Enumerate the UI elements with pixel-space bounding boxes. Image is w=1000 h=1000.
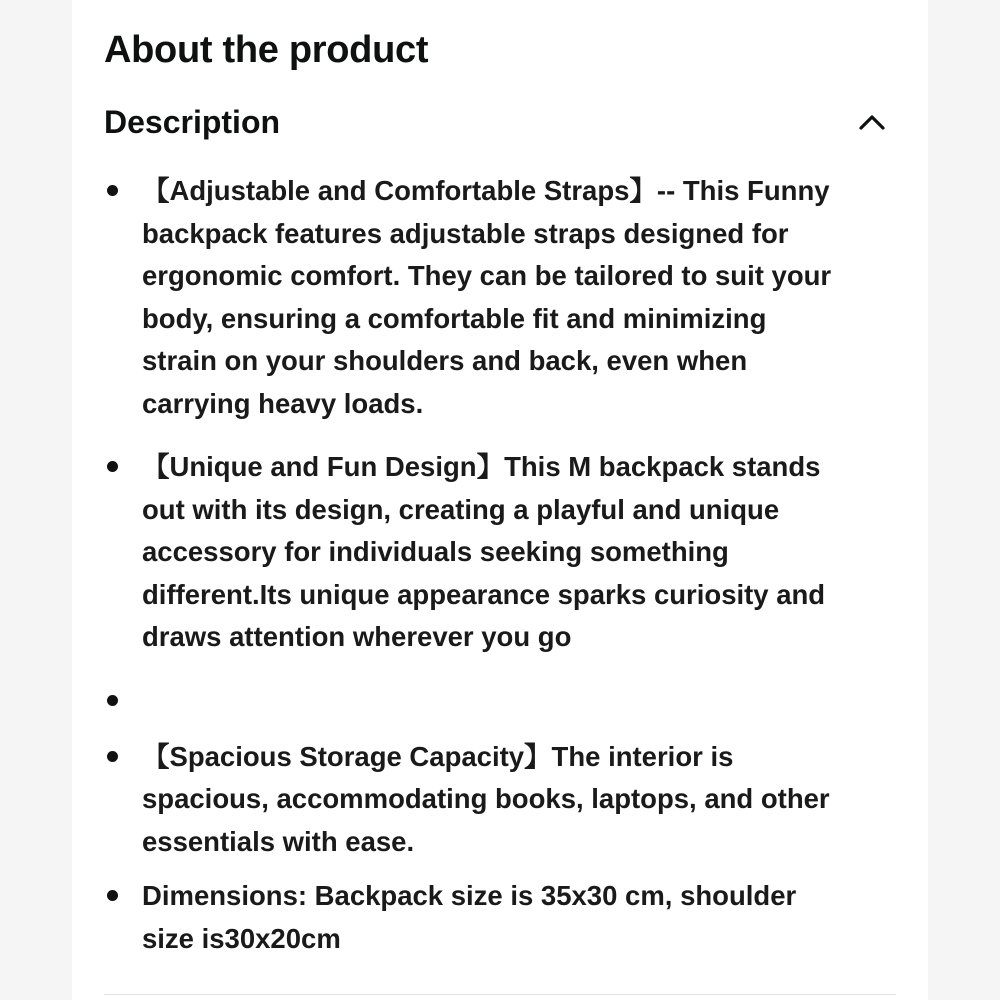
- bullet-text-line: draws attention wherever you go: [142, 621, 572, 652]
- bullet-text-line: 【Spacious Storage Capacity】The interior is: [142, 740, 734, 772]
- description-bullet-list: [104, 170, 896, 960]
- bullet-text-line: accessory for individuals seeking something: [142, 536, 729, 567]
- description-title: Description: [104, 104, 281, 140]
- list-item-storage-capacity: [104, 736, 896, 864]
- bullet-text-line: body, ensuring a comfortable fit and minimizing: [142, 302, 767, 334]
- page-title: About the product: [104, 29, 429, 71]
- left-page-margin: [0, 0, 72, 1000]
- chevron-up-icon[interactable]: [854, 104, 890, 140]
- bullet-text-line: carrying heavy loads.: [142, 387, 424, 419]
- list-item-empty: [104, 680, 896, 722]
- bullet-text-line: 【Unique and Fun Design】This M backpack stands: [142, 451, 821, 482]
- right-page-margin: [928, 0, 1000, 1000]
- bullet-text-line: Dimensions: Backpack size is 35x30 cm, shoulder: [142, 880, 797, 911]
- bullet-text-line: size is30x20cm: [142, 922, 341, 954]
- list-item-adjustable-straps: [104, 170, 896, 425]
- section-divider: [104, 994, 896, 995]
- bullet-text-line: out with its design, creating a playful and unique: [142, 493, 780, 525]
- bullet-text-line: ergonomic comfort. They can be tailored to suit your: [142, 260, 832, 291]
- list-item-dimensions: [104, 875, 896, 960]
- bullet-text-line: essentials with ease.: [142, 825, 415, 857]
- bullet-text-line: strain on your shoulders and back, even when: [142, 345, 748, 376]
- about-product-card: [72, 0, 928, 1000]
- description-section-header[interactable]: [104, 98, 896, 146]
- bullet-text-line: 【Adjustable and Comfortable Straps】-- This Funny: [142, 175, 830, 206]
- bullet-text-line: spacious, accommodating books, laptops, and other: [142, 783, 830, 814]
- list-item-unique-design: [104, 446, 896, 659]
- bullet-text-line: different.Its unique appearance sparks curiosity and: [142, 578, 826, 610]
- bullet-text-line: backpack features adjustable straps designed for: [142, 217, 789, 249]
